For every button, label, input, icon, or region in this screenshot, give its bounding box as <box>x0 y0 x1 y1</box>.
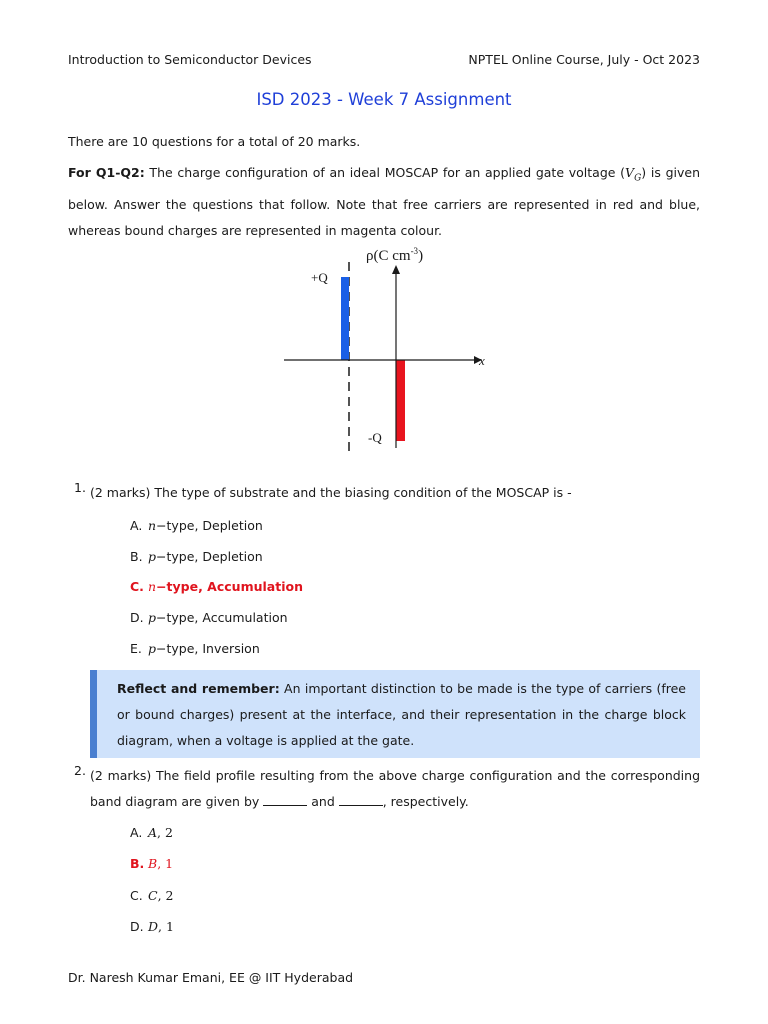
option-label: A. <box>130 518 143 533</box>
question-number: 1. <box>74 480 86 495</box>
page-header <box>68 52 700 67</box>
q1-option-e[interactable]: E. p−type, Inversion <box>130 641 260 656</box>
page-title: ISD 2023 - Week 7 Assignment <box>256 90 512 109</box>
note-text: An important distinction to be made is the type of carriers (free or bound charges) present at the interface, and their representation in the charge block diagram, when a voltage is applied at the gate. <box>117 681 686 748</box>
option-label: D. <box>130 919 144 934</box>
header-course-name: Introduction to Semiconductor Devices <box>68 52 312 67</box>
vg-symbol: $V_G$ <box>625 165 642 184</box>
q2-option-a[interactable]: A. A, 2 <box>130 825 173 840</box>
reflect-note-box <box>90 670 700 758</box>
answer-blank-1[interactable] <box>263 793 307 806</box>
x-axis-label: x <box>479 353 485 368</box>
q2-option-b-correct[interactable]: B. B, 1 <box>130 856 174 871</box>
q1-option-b[interactable]: B. p−type, Depletion <box>130 549 263 564</box>
question-1 <box>68 480 700 506</box>
y-axis-arrowhead <box>392 265 400 274</box>
page-footer: Dr. Naresh Kumar Emani, EE @ IIT Hyderabad <box>68 970 354 985</box>
y-axis-label: ρ(C $cm^{-3}$) <box>366 246 424 264</box>
context-label: For Q1-Q2: <box>68 165 145 180</box>
q1-q2-context <box>68 160 700 244</box>
question-text: (2 marks) The type of substrate and the biasing condition of the MOSCAP is - <box>90 485 572 500</box>
option-label: B. <box>130 549 143 564</box>
intro-text: There are 10 questions for a total of 20 marks. <box>68 134 361 149</box>
q1-option-c-correct[interactable]: C. n−type, Accumulation <box>130 579 303 594</box>
question-number: 2. <box>74 763 86 778</box>
header-course-session: NPTEL Online Course, July - Oct 2023 <box>468 52 700 67</box>
positive-charge-block <box>341 277 349 360</box>
option-label: D. <box>130 610 144 625</box>
q1-option-a[interactable]: A. n−type, Depletion <box>130 518 263 533</box>
negative-charge-label: -Q <box>368 430 382 445</box>
option-label: B. <box>130 856 145 871</box>
option-label: C. <box>130 888 143 903</box>
answer-blank-2[interactable] <box>339 793 383 806</box>
positive-charge-label: +Q <box>311 270 328 285</box>
context-text-before: The charge configuration of an ideal MOSCAP for an applied gate voltage ( <box>144 165 626 180</box>
charge-block-diagram <box>278 236 498 458</box>
note-label: Reflect and remember: <box>117 681 280 696</box>
question-2 <box>68 763 700 815</box>
q2-option-d[interactable]: D. D, 1 <box>130 919 174 934</box>
context-text-after: ) is given below. Answer the questions that follow. Note that free carriers are represented in red and blue, whereas bound charges are represented in magenta colour. <box>68 165 700 238</box>
option-label: C. <box>130 579 144 594</box>
option-label: E. <box>130 641 142 656</box>
q2-option-c[interactable]: C. C, 2 <box>130 888 174 903</box>
question-text: (2 marks) The field profile resulting from the above charge configuration and the corresponding band diagram are given by and , respectively. <box>90 768 700 809</box>
option-label: A. <box>130 825 143 840</box>
q1-option-d[interactable]: D. p−type, Accumulation <box>130 610 288 625</box>
negative-charge-block <box>396 360 405 441</box>
